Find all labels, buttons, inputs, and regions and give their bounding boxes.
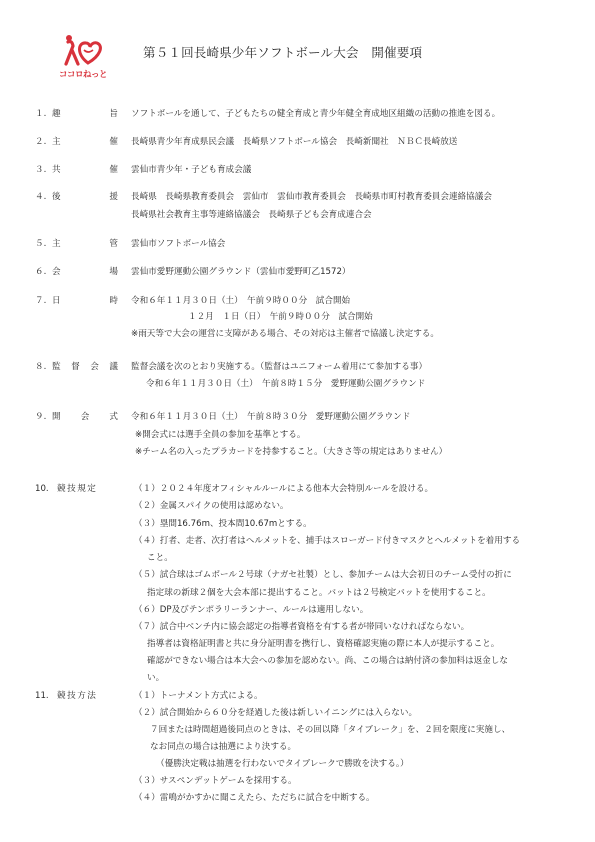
section-text: 監督会議を次のとおり実施する。（監督はユニフォーム着用にて参加する事） xyxy=(131,362,428,372)
section-text: ※開会式には選手全員の参加を基準とする。 xyxy=(135,430,306,440)
logo-text: ココロねっと xyxy=(59,70,108,80)
rule-item: （２）金属スパイクの使用は認めない。 xyxy=(134,501,289,511)
rule-item: なお同点の場合は抽選により決する。 xyxy=(150,742,297,752)
section-number: 11. xyxy=(35,691,49,701)
label-char: 援 xyxy=(109,192,118,202)
section-number: ３. xyxy=(35,165,47,175)
label-char: 主 xyxy=(52,137,61,147)
section-label xyxy=(52,193,118,202)
rule-item: 確認ができない場合は本大会への参加を認めない。尚、この場合は納付済の参加料は返金しな xyxy=(147,656,508,666)
label-char: 旨 xyxy=(109,109,118,119)
rule-item: （２）試合開始から６０分を経過した後は新しいイニングには入らない。 xyxy=(134,708,418,718)
label-char: 督 xyxy=(71,362,80,372)
label-char: 日 xyxy=(52,296,61,306)
label-char: 趣 xyxy=(52,109,61,119)
label-char: 主 xyxy=(52,239,61,249)
section-number: ５. xyxy=(35,239,47,249)
label-char: 場 xyxy=(109,267,118,277)
section-label xyxy=(52,363,118,372)
label-char: 式 xyxy=(109,412,118,422)
label-char: 催 xyxy=(109,137,118,147)
rule-item: ７回または時間超過後同点のときは、その回以降「タイブレーク」を、２回を限度に実施し、 xyxy=(150,725,511,735)
section-label xyxy=(52,110,118,119)
rule-item: （４）雷鳴がかすかに聞こえたら、ただちに試合を中断する。 xyxy=(134,793,375,803)
section-text: １２月 １日（日） 午前９時００分 試合開始 xyxy=(188,312,373,322)
section-text: 雲仙市ソフトボール協会 xyxy=(131,239,226,249)
section-label xyxy=(52,138,118,147)
rule-item: （７）試合中ベンチ内に協会認定の指導者資格を有する者が帯同いなければならない。 xyxy=(134,622,470,632)
section-text: ※チーム名の入ったプラカードを持参すること。（大きさ等の規定はありません） xyxy=(135,447,448,457)
rule-item: （３）サスペンデットゲームを採用する。 xyxy=(134,776,297,786)
logo xyxy=(56,30,108,82)
section-text: 長崎県青少年育成県民会議 長崎県ソフトボール協会 長崎新聞社 ＮＢＣ長崎放送 xyxy=(131,137,458,147)
section-text: ※雨天等で大会の運営に支障がある場合、その対応は主催者で協議し決定する。 xyxy=(131,329,439,339)
document-title: 第５１回長崎県少年ソフトボール大会 開催要項 xyxy=(143,45,423,60)
label-char: 会 xyxy=(80,412,90,422)
section-label: 競技規定 xyxy=(57,484,98,494)
rule-item: 指導者は資格証明書と共に身分証明書を携行し、資格確認実施の際に本人が提示すること。 xyxy=(147,639,500,649)
section-text: 令和６年１１月３０日（土） 午前８時１５分 愛野運動公園グラウンド xyxy=(146,379,426,389)
label-char: 監 xyxy=(52,362,61,372)
section-label xyxy=(52,413,118,422)
section-number: ９. xyxy=(35,412,47,422)
section-text: 長崎県 長崎県教育委員会 雲仙市 雲仙市教育委員会 長崎県市町村教育委員会連絡協議会 xyxy=(131,192,492,202)
label-char: 会 xyxy=(90,362,99,372)
label-char: 共 xyxy=(52,165,61,175)
section-label: 競技方法 xyxy=(57,691,98,701)
section-number: ４. xyxy=(35,192,47,202)
section-number: ７. xyxy=(35,296,47,306)
rule-item: （５）試合球はゴムボール２号球（ナガセ社製）とし、参加チームは大会初日のチーム受付の折に xyxy=(134,570,512,580)
rule-item: （６）DP及びテンポラリーランナー、ルールは適用しない。 xyxy=(134,605,369,615)
section-number: １. xyxy=(35,109,47,119)
label-char: 会 xyxy=(52,267,61,277)
section-text: 令和６年１１月３０日（土） 午前９時００分 試合開始 xyxy=(131,296,351,306)
section-number: ２. xyxy=(35,137,47,147)
label-char: 催 xyxy=(109,165,118,175)
section-label xyxy=(52,268,118,277)
section-label xyxy=(52,297,118,306)
section-text: 雲仙市青少年・子ども育成会議 xyxy=(131,165,252,175)
section-label xyxy=(52,240,118,249)
rule-item: い。 xyxy=(147,673,165,683)
rule-item: （３）塁間16.76m、投本間10.67mとする。 xyxy=(134,519,312,529)
label-char: 開 xyxy=(52,412,61,422)
section-label xyxy=(52,166,118,175)
rule-item: （１）トーナメント方式による。 xyxy=(134,691,263,701)
label-char: 議 xyxy=(109,362,118,372)
rule-item: こと。 xyxy=(147,553,173,563)
section-text: 令和６年１１月３０日（土） 午前８時３０分 愛野運動公園グラウンド xyxy=(131,412,411,422)
rule-item: （４）打者、走者、次打者はヘルメットを、捕手はスローガード付きマスクとヘルメットを着用する xyxy=(134,536,521,546)
section-text: 長崎県社会教育主事等連絡協議会 長崎県子ども会育成連合会 xyxy=(131,210,372,220)
section-text: 雲仙市愛野運動公園グラウンド（雲仙市愛野町乙1572） xyxy=(131,267,351,277)
label-char: 後 xyxy=(52,192,61,202)
section-number: ８. xyxy=(35,362,47,372)
label-char: 管 xyxy=(109,239,118,249)
rule-item: 指定球の新球２個を大会本部に提出すること。バットは２号検定バットを使用すること。 xyxy=(147,588,491,598)
rule-item: （優勝決定戦は抽選を行わないでタイブレークで勝敗を決する。） xyxy=(156,759,409,769)
section-number: ６. xyxy=(35,267,47,277)
label-char: 時 xyxy=(109,296,118,306)
section-text: ソフトボールを通して、子どもたちの健全育成と青少年健全育成地区組織の活動の推進を図る。 xyxy=(131,109,501,119)
section-number: 10. xyxy=(35,484,49,494)
rule-item: （１）２０２４年度オフィシャルルールによる他本大会特別ルールを設ける。 xyxy=(134,484,434,494)
